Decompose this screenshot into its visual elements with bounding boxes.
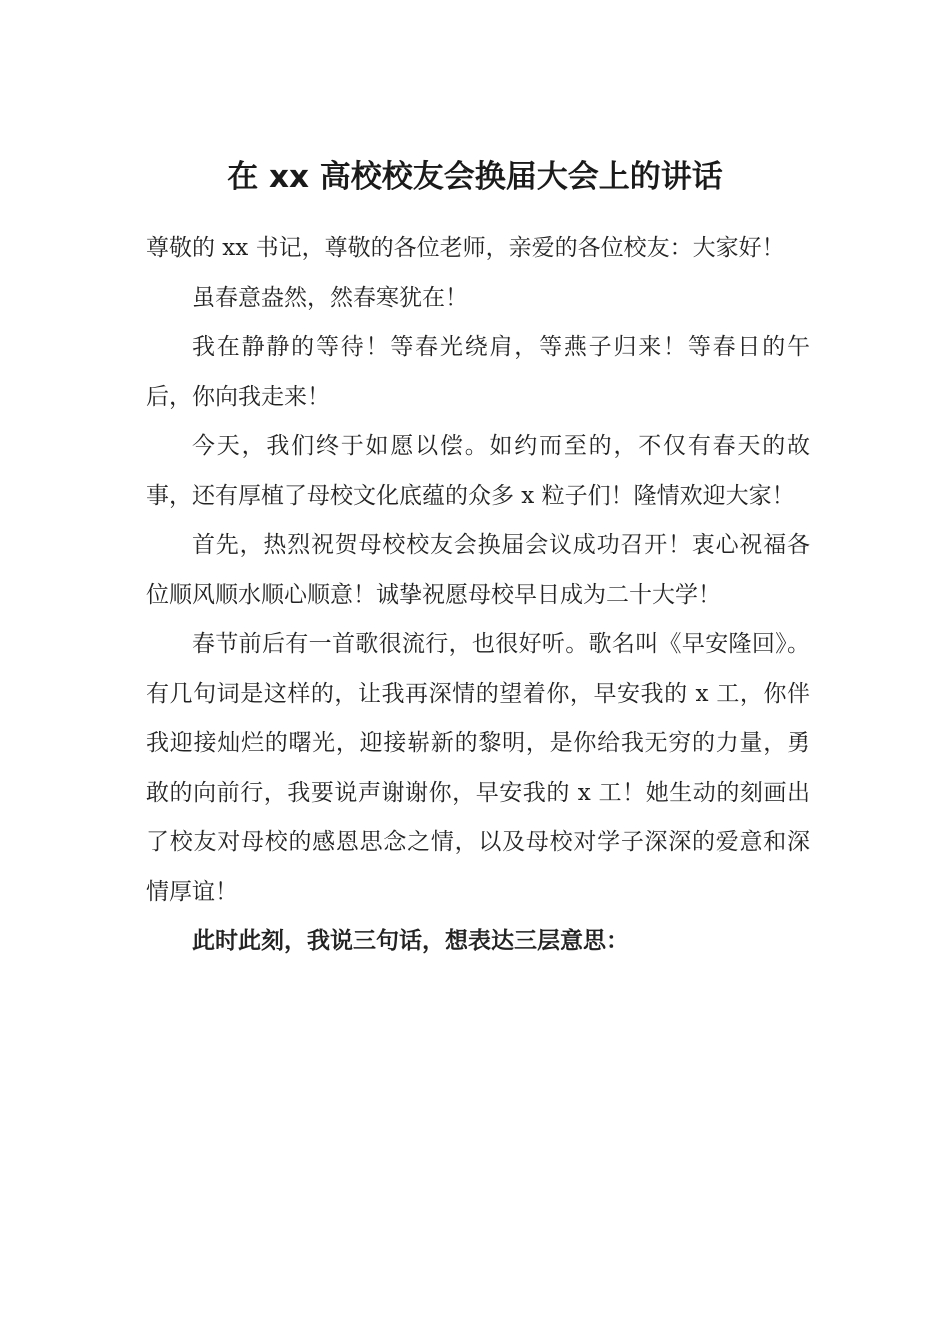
body-paragraph: 我在静静的等待！等春光绕肩，等燕子归来！等春日的午后，你向我走来！: [146, 334, 810, 410]
body-paragraph: 首先，热烈祝贺母校校友会换届会议成功召开！衷心祝福各位顺风顺水顺心顺意！诚挚祝愿母校早日成为二十大学！: [146, 532, 810, 608]
document-title: 在 xx 高校校友会换届大会上的讲话: [227, 159, 723, 195]
document-body: [146, 224, 810, 967]
body-paragraph: 虽春意盎然，然春寒犹在！: [192, 284, 468, 311]
body-paragraph: 今天，我们终于如愿以偿。如约而至的，不仅有春天的故事，还有厚植了母校文化底蕴的众多 x 粒子们！隆情欢迎大家！: [146, 433, 810, 509]
salutation-paragraph: 尊敬的 xx 书记，尊敬的各位老师，亲爱的各位校友：大家好！: [146, 235, 785, 261]
body-paragraph: 春节前后有一首歌很流行，也很好听。歌名叫《早安隆回》。有几句词是这样的，让我再深情的望着你，早安我的 x 工，你伴我迎接灿烂的曙光，迎接崭新的黎明，是你给我无穷的力量，勇敢的向前行，我要说声谢谢你，早安我的 x 工！她生动的刻画出了校友对母校的感恩思念之情，以及母校对学子深深的爱意和深情厚谊！: [146, 631, 810, 905]
section-lead-paragraph: 此时此刻，我说三句话，想表达三层意思：: [192, 928, 629, 954]
